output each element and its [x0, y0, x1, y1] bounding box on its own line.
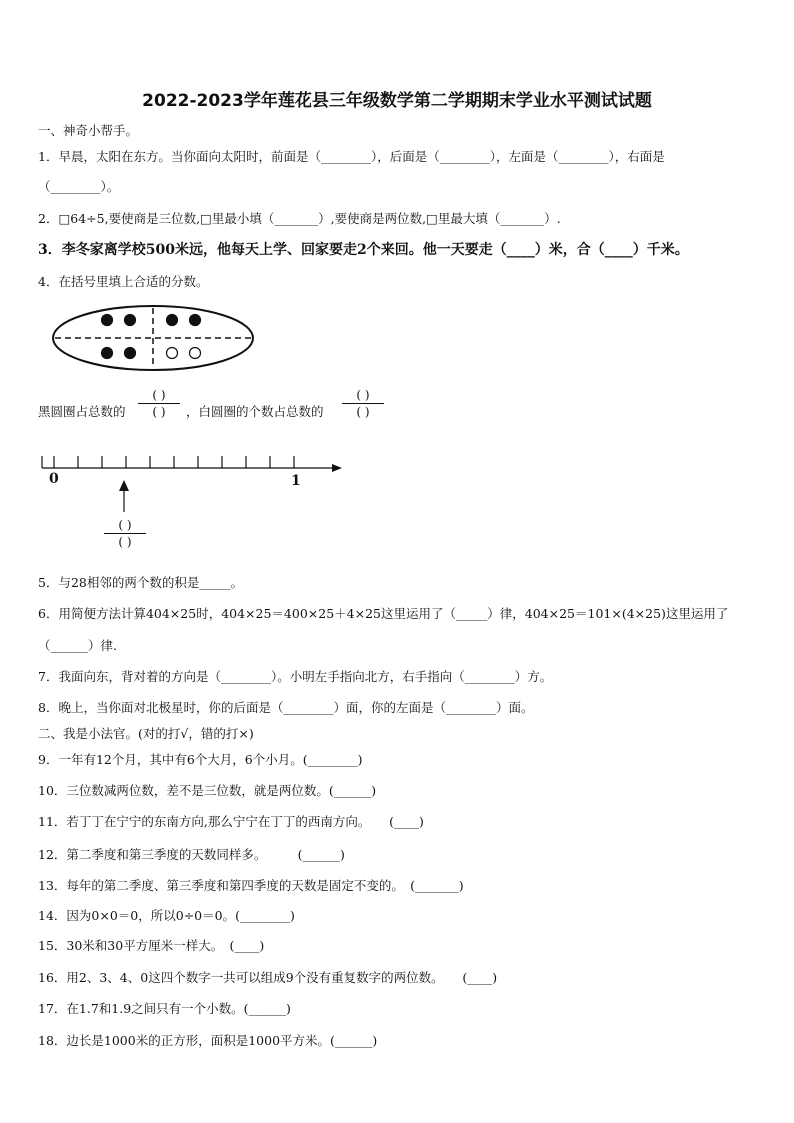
denominator-blank: ( ) [118, 535, 132, 549]
axis-label-one: 1 [291, 473, 301, 489]
page-title: 2022-2023学年莲花县三年级数学第二学期期末学业水平测试试题 [142, 91, 652, 111]
question-1-line-2: （________）。 [38, 179, 120, 194]
numerator-blank: ( ) [152, 388, 166, 402]
question-7: 7．我面向东，背对着的方向是（________）。小明左手指向北方，右手指向（________）方。 [38, 669, 553, 684]
question-9: 9．一年有12个月，其中有6个大月，6个小月。(________) [38, 752, 363, 767]
fraction-blank-black [138, 388, 180, 419]
black-circle [125, 315, 136, 326]
axis-label-zero: 0 [49, 471, 59, 487]
question-2: 2．□64÷5,要使商是三位数,□里最小填（_______）,要使商是两位数,□里最大填（_______）. [38, 211, 561, 226]
question-17: 17．在1.7和1.9之间只有一个小数。(______) [38, 1001, 291, 1016]
fraction-text-white: ，白圆圈的个数占总数的 [186, 404, 324, 419]
question-14: 14．因为0×0＝0，所以0÷0＝0。(________) [38, 908, 295, 923]
question-4: 4．在括号里填上合适的分数。 [38, 274, 209, 289]
question-11: 11．若丁丁在宁宁的东南方向,那么宁宁在丁丁的西南方向。 (____) [38, 814, 424, 829]
question-13: 13．每年的第二季度、第三季度和第四季度的天数是固定不变的。 (_______) [38, 878, 464, 893]
question-6-line-1: 6．用简便方法计算404×25时，404×25＝400×25＋4×25这里运用了（_____）律，404×25＝101×(4×25)这里运用了 [38, 606, 729, 621]
black-circle [125, 348, 136, 359]
section-1-heading: 一、神奇小帮手。 [38, 123, 139, 138]
question-18: 18．边长是1000米的正方形，面积是1000平方米。(______) [38, 1033, 378, 1048]
denominator-blank: ( ) [356, 405, 370, 419]
white-circle [167, 348, 178, 359]
white-circle [190, 348, 201, 359]
question-5: 5．与28相邻的两个数的积是_____。 [38, 575, 244, 590]
question-15: 15．30米和30平方厘米一样大。 (____) [38, 938, 265, 953]
section-2-heading: 二、我是小法官。(对的打√，错的打×) [38, 726, 254, 741]
denominator-blank: ( ) [152, 405, 166, 419]
axis-arrowhead [332, 464, 342, 472]
question-16: 16．用2、3、4、0这四个数字一共可以组成9个没有重复数字的两位数。 (____) [38, 970, 498, 985]
question-8: 8．晚上，当你面对北极星时，你的后面是（________）面，你的左面是（________）面。 [38, 700, 534, 715]
black-circle [167, 315, 178, 326]
question-6-line-2: （______）律. [38, 638, 117, 653]
question-12: 12．第二季度和第三季度的天数同样多。 (______) [38, 847, 345, 862]
black-circle [102, 315, 113, 326]
fraction-text-black: 黑圆圈占总数的 [38, 404, 126, 419]
fraction-blank-number-line [104, 518, 146, 549]
question-3: 3．李冬家离学校500米远，他每天上学、回家要走2个来回。他一天要走（____）米，合（____）千米。 [38, 242, 689, 258]
numerator-blank: ( ) [356, 388, 370, 402]
fraction-blank-white [342, 388, 384, 419]
black-circle [102, 348, 113, 359]
pointer-arrowhead [119, 480, 129, 491]
question-10: 10．三位数减两位数，差不是三位数，就是两位数。(______) [38, 783, 377, 798]
question-1-line-1: 1．早晨，太阳在东方。当你面向太阳时，前面是（________），后面是（________），左面是（________），右面是 [38, 149, 665, 164]
black-circle [190, 315, 201, 326]
numerator-blank: ( ) [118, 518, 132, 532]
